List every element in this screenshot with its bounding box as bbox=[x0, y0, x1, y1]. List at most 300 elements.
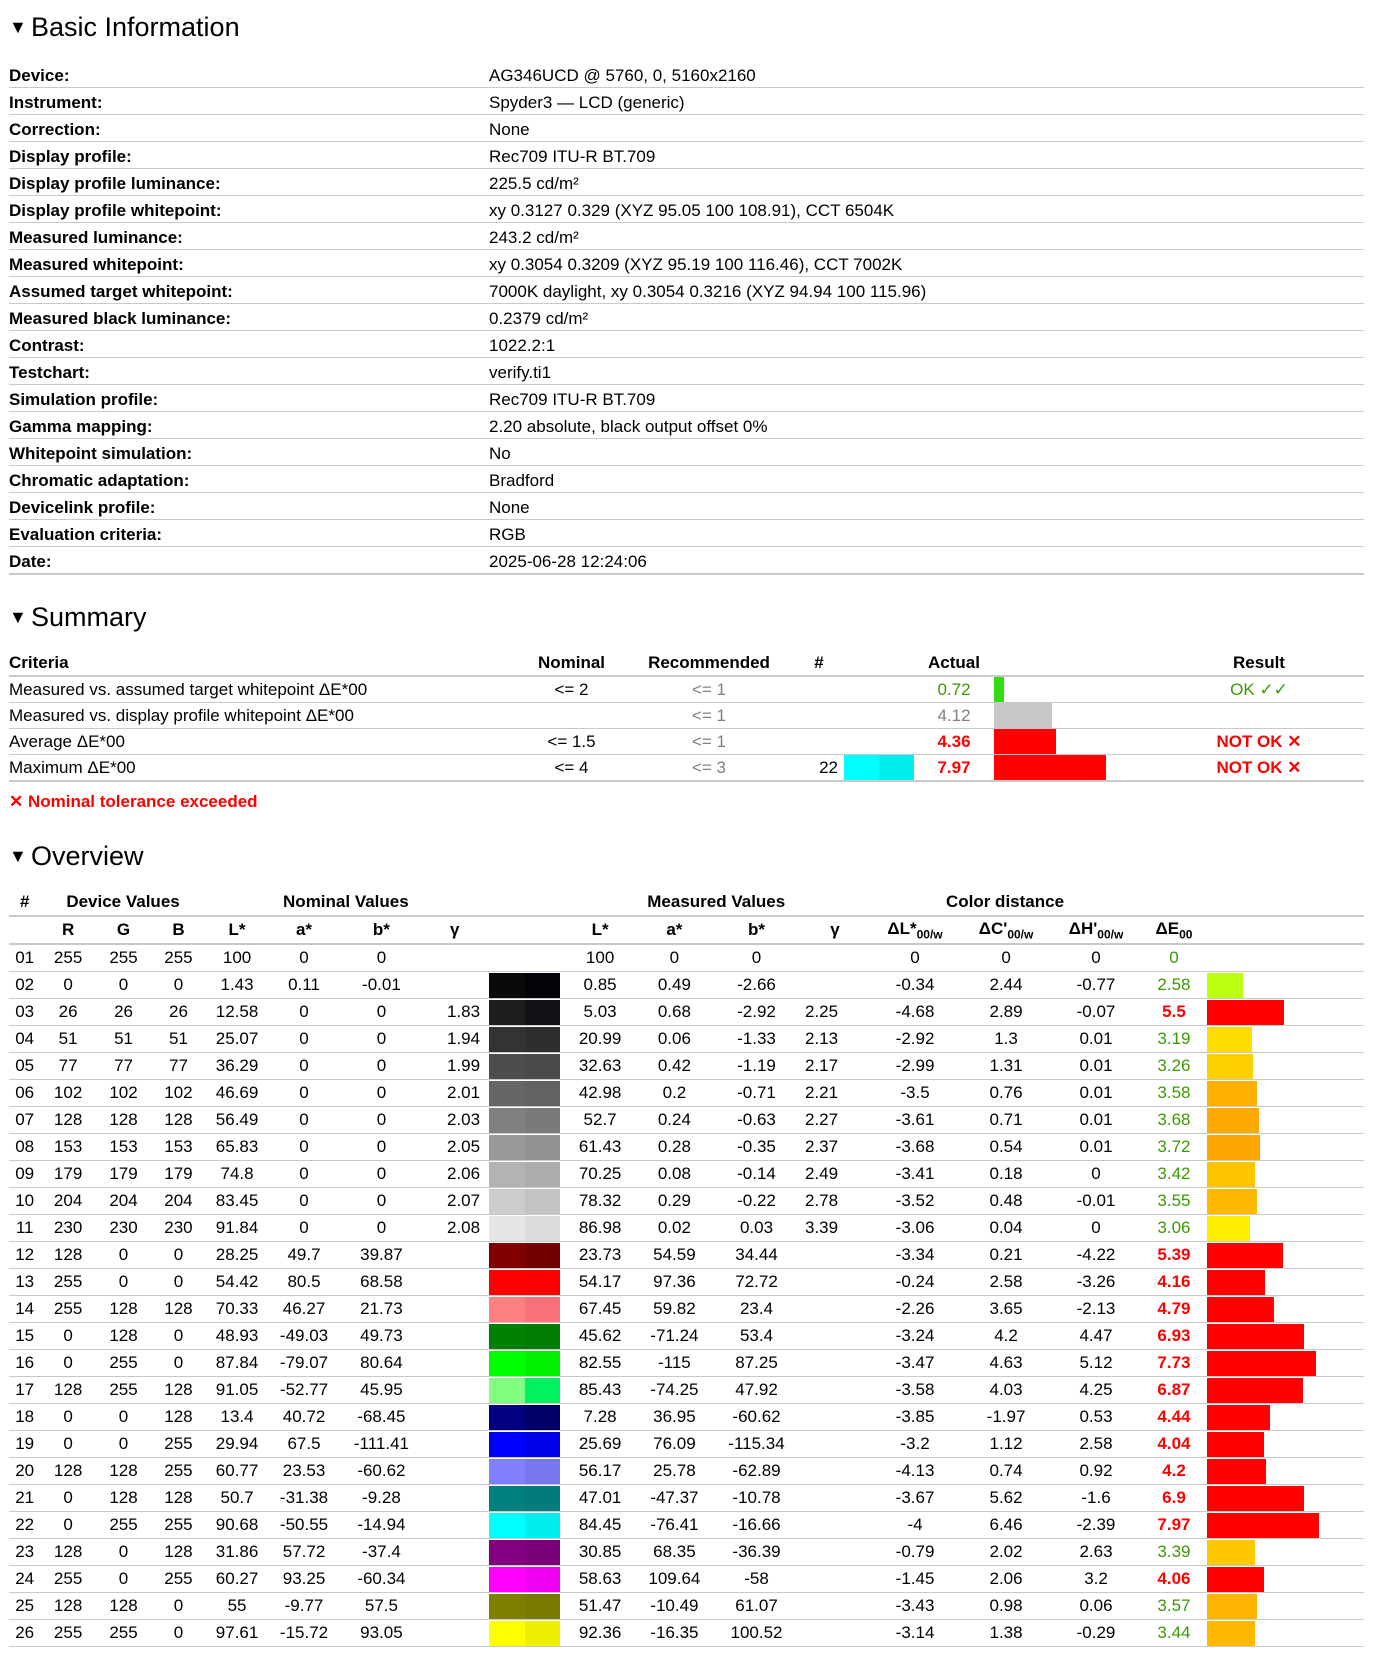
delta-c: 1.38 bbox=[961, 1620, 1051, 1647]
bar-subheader bbox=[1207, 916, 1364, 944]
device-r: 179 bbox=[40, 1161, 95, 1188]
table-row bbox=[9, 1620, 1364, 1647]
count-cell bbox=[794, 676, 844, 703]
measured-gamma: 2.49 bbox=[801, 1161, 869, 1188]
swatch-nominal bbox=[489, 1297, 525, 1322]
delta-c: 0.04 bbox=[961, 1215, 1051, 1242]
info-value: AG346UCD @ 5760, 0, 5160x2160 bbox=[489, 61, 1364, 88]
info-key: Measured black luminance: bbox=[9, 304, 489, 331]
delta-h: 0.01 bbox=[1051, 1080, 1141, 1107]
swatch-measured bbox=[525, 1324, 560, 1349]
delta-c: 6.46 bbox=[961, 1512, 1051, 1539]
delta-h: -0.29 bbox=[1051, 1620, 1141, 1647]
delta-h: 0.01 bbox=[1051, 1026, 1141, 1053]
swatch-measured bbox=[525, 1351, 560, 1376]
blank-subheader bbox=[9, 916, 40, 944]
delta-c: 1.3 bbox=[961, 1026, 1051, 1053]
delta-e-bar bbox=[1207, 1270, 1265, 1295]
nominal-b: 0 bbox=[340, 999, 424, 1026]
nominal-l: 1.43 bbox=[206, 972, 269, 999]
nominal-values-header: Nominal Values bbox=[206, 889, 486, 916]
delta-e-bar bbox=[1207, 1243, 1283, 1268]
nominal-a: 57.72 bbox=[268, 1539, 339, 1566]
delta-e-bar bbox=[1207, 1405, 1270, 1430]
swatch-measured bbox=[525, 1405, 560, 1430]
nominal-a: 46.27 bbox=[268, 1296, 339, 1323]
row-number: 12 bbox=[9, 1242, 40, 1269]
delta-h: 0 bbox=[1051, 944, 1141, 972]
info-row bbox=[9, 358, 1364, 385]
swatch-subheader bbox=[486, 916, 563, 944]
measured-b: 0.03 bbox=[712, 1215, 801, 1242]
measured-gamma: 2.17 bbox=[801, 1053, 869, 1080]
collapse-triangle-icon[interactable]: ▼ bbox=[9, 846, 27, 866]
swatch-measured bbox=[525, 1162, 560, 1187]
delta-l: -4.13 bbox=[869, 1458, 961, 1485]
nominal-a: 93.25 bbox=[268, 1566, 339, 1593]
info-value: No bbox=[489, 439, 1364, 466]
swatch-measured bbox=[525, 1567, 560, 1592]
delta-e-bar-cell bbox=[1207, 1053, 1364, 1080]
nominal-l: 87.84 bbox=[206, 1350, 269, 1377]
nominal-gamma bbox=[423, 1323, 486, 1350]
nominal-a: 0 bbox=[268, 1161, 339, 1188]
device-b: 0 bbox=[151, 1242, 205, 1269]
measured-a: 0 bbox=[637, 944, 712, 972]
measured-gamma bbox=[801, 1377, 869, 1404]
swatch-measured bbox=[525, 1081, 560, 1106]
measured-a: 68.35 bbox=[637, 1539, 712, 1566]
delta-l: -3.41 bbox=[869, 1161, 961, 1188]
row-number: 04 bbox=[9, 1026, 40, 1053]
device-g: 204 bbox=[96, 1188, 151, 1215]
delta-e-bar bbox=[1207, 1054, 1253, 1079]
measured-gamma bbox=[801, 1620, 869, 1647]
delta-c: 0.21 bbox=[961, 1242, 1051, 1269]
row-number: 23 bbox=[9, 1539, 40, 1566]
info-row bbox=[9, 277, 1364, 304]
measured-b: -62.89 bbox=[712, 1458, 801, 1485]
nominal-l: 65.83 bbox=[206, 1134, 269, 1161]
basic-information-heading[interactable]: ▼ Basic Information bbox=[9, 8, 1364, 46]
row-number: 11 bbox=[9, 1215, 40, 1242]
device-r: 0 bbox=[40, 972, 95, 999]
nominal-gamma: 1.94 bbox=[423, 1026, 486, 1053]
nominal-gamma: 2.08 bbox=[423, 1215, 486, 1242]
measured-b: 72.72 bbox=[712, 1269, 801, 1296]
info-key: Gamma mapping: bbox=[9, 412, 489, 439]
measured-gamma: 2.25 bbox=[801, 999, 869, 1026]
device-r: 128 bbox=[40, 1593, 95, 1620]
collapse-triangle-icon[interactable]: ▼ bbox=[9, 607, 27, 627]
delta-e: 7.73 bbox=[1141, 1350, 1207, 1377]
result-header: Result bbox=[1154, 651, 1364, 676]
nominal-gamma bbox=[423, 1242, 486, 1269]
nominal-a: -52.77 bbox=[268, 1377, 339, 1404]
table-row bbox=[9, 1566, 1364, 1593]
nominal-gamma: 1.99 bbox=[423, 1053, 486, 1080]
nominal-gamma bbox=[423, 1296, 486, 1323]
measured-a: -74.25 bbox=[637, 1377, 712, 1404]
info-key: Testchart: bbox=[9, 358, 489, 385]
measured-a: -10.49 bbox=[637, 1593, 712, 1620]
info-value: 225.5 cd/m² bbox=[489, 169, 1364, 196]
nominal-a: 23.53 bbox=[268, 1458, 339, 1485]
swatch-nominal bbox=[489, 1081, 525, 1106]
row-number: 26 bbox=[9, 1620, 40, 1647]
swatch-nominal bbox=[489, 1351, 525, 1376]
table-row bbox=[9, 1080, 1364, 1107]
actual-bar bbox=[994, 755, 1106, 780]
nominal-cell: <= 4 bbox=[519, 755, 624, 782]
measured-gamma bbox=[801, 1593, 869, 1620]
summary-heading[interactable]: ▼ Summary bbox=[9, 598, 1364, 636]
swatch-measured bbox=[525, 1540, 560, 1565]
delta-e-bar bbox=[1207, 1000, 1284, 1025]
device-g: 128 bbox=[96, 1107, 151, 1134]
delta-l: -3.5 bbox=[869, 1080, 961, 1107]
delta-h: -2.39 bbox=[1051, 1512, 1141, 1539]
table-row bbox=[9, 1485, 1364, 1512]
row-number: 22 bbox=[9, 1512, 40, 1539]
swatch-group-header bbox=[486, 889, 563, 916]
delta-c: 5.62 bbox=[961, 1485, 1051, 1512]
delta-l: -3.52 bbox=[869, 1188, 961, 1215]
delta-e-bar bbox=[1207, 1486, 1304, 1511]
nominal-l: 70.33 bbox=[206, 1296, 269, 1323]
nominal-b: 0 bbox=[340, 1107, 424, 1134]
nominal-a: 0 bbox=[268, 1188, 339, 1215]
device-g: 0 bbox=[96, 1269, 151, 1296]
info-value: 243.2 cd/m² bbox=[489, 223, 1364, 250]
measured-l: 42.98 bbox=[563, 1080, 636, 1107]
info-value: 2025-06-28 12:24:06 bbox=[489, 547, 1364, 575]
actual-bar-cell bbox=[994, 729, 1154, 755]
tolerance-note: ✕ Nominal tolerance exceeded bbox=[9, 792, 258, 811]
device-g: 102 bbox=[96, 1080, 151, 1107]
device-values-header: Device Values bbox=[40, 889, 205, 916]
measured-gamma bbox=[801, 1269, 869, 1296]
nominal-a-header: a* bbox=[268, 916, 339, 944]
row-number: 03 bbox=[9, 999, 40, 1026]
criteria-cell: Measured vs. display profile whitepoint ΔE*00 bbox=[9, 703, 519, 729]
summary-row bbox=[9, 729, 1364, 755]
nominal-b: 0 bbox=[340, 1026, 424, 1053]
nominal-l: 46.69 bbox=[206, 1080, 269, 1107]
table-row bbox=[9, 1242, 1364, 1269]
swatch-measured bbox=[525, 1621, 560, 1646]
delta-e-bar-cell bbox=[1207, 1350, 1364, 1377]
color-swatch bbox=[486, 1566, 563, 1593]
measured-gamma: 2.37 bbox=[801, 1134, 869, 1161]
nominal-gamma: 1.83 bbox=[423, 999, 486, 1026]
delta-c: 0.98 bbox=[961, 1593, 1051, 1620]
measured-b: -0.22 bbox=[712, 1188, 801, 1215]
nominal-l: 91.84 bbox=[206, 1215, 269, 1242]
color-swatch bbox=[486, 1620, 563, 1647]
row-number: 15 bbox=[9, 1323, 40, 1350]
delta-e-bar bbox=[1207, 1324, 1304, 1349]
nominal-b: 0 bbox=[340, 1161, 424, 1188]
delta-e: 4.16 bbox=[1141, 1269, 1207, 1296]
swatch-nominal bbox=[489, 946, 525, 971]
device-r: 0 bbox=[40, 1323, 95, 1350]
nominal-l: 29.94 bbox=[206, 1431, 269, 1458]
nominal-a: -31.38 bbox=[268, 1485, 339, 1512]
measured-l: 85.43 bbox=[563, 1377, 636, 1404]
device-g: 51 bbox=[96, 1026, 151, 1053]
measured-a: -115 bbox=[637, 1350, 712, 1377]
measured-values-header: Measured Values bbox=[563, 889, 869, 916]
nominal-gamma bbox=[423, 1593, 486, 1620]
delta-e-bar bbox=[1207, 1216, 1250, 1241]
color-swatch bbox=[486, 1539, 563, 1566]
delta-c: 0.48 bbox=[961, 1188, 1051, 1215]
color-swatch bbox=[486, 1134, 563, 1161]
swatch-measured bbox=[525, 1000, 560, 1025]
info-row bbox=[9, 493, 1364, 520]
measured-a: 0.29 bbox=[637, 1188, 712, 1215]
device-r: 128 bbox=[40, 1377, 95, 1404]
nominal-a: 0 bbox=[268, 999, 339, 1026]
delta-l: -0.79 bbox=[869, 1539, 961, 1566]
delta-h: 0.01 bbox=[1051, 1053, 1141, 1080]
measured-a: 0.2 bbox=[637, 1080, 712, 1107]
delta-e: 5.39 bbox=[1141, 1242, 1207, 1269]
b-header: B bbox=[151, 916, 205, 944]
device-g: 128 bbox=[96, 1593, 151, 1620]
measured-b: 53.4 bbox=[712, 1323, 801, 1350]
delta-l: -0.24 bbox=[869, 1269, 961, 1296]
collapse-triangle-icon[interactable]: ▼ bbox=[9, 17, 27, 37]
table-row bbox=[9, 1269, 1364, 1296]
measured-l: 20.99 bbox=[563, 1026, 636, 1053]
delta-h: 2.58 bbox=[1051, 1431, 1141, 1458]
table-row bbox=[9, 999, 1364, 1026]
delta-e-bar-cell bbox=[1207, 1566, 1364, 1593]
swatch-measured bbox=[525, 1486, 560, 1511]
info-value: None bbox=[489, 493, 1364, 520]
device-b: 0 bbox=[151, 1350, 205, 1377]
delta-e: 4.04 bbox=[1141, 1431, 1207, 1458]
nominal-l: 83.45 bbox=[206, 1188, 269, 1215]
device-r: 51 bbox=[40, 1026, 95, 1053]
delta-e-bar bbox=[1207, 1459, 1266, 1484]
swatch-measured bbox=[525, 1432, 560, 1457]
info-row bbox=[9, 385, 1364, 412]
delta-h: 3.2 bbox=[1051, 1566, 1141, 1593]
measured-a: 36.95 bbox=[637, 1404, 712, 1431]
swatch-nominal bbox=[489, 1243, 525, 1268]
measured-b: -0.71 bbox=[712, 1080, 801, 1107]
device-g: 128 bbox=[96, 1485, 151, 1512]
nominal-a: -15.72 bbox=[268, 1620, 339, 1647]
info-key: Device: bbox=[9, 61, 489, 88]
info-value: 0.2379 cd/m² bbox=[489, 304, 1364, 331]
nominal-b: 57.5 bbox=[340, 1593, 424, 1620]
delta-c: 0 bbox=[961, 944, 1051, 972]
delta-e: 3.58 bbox=[1141, 1080, 1207, 1107]
row-number: 25 bbox=[9, 1593, 40, 1620]
delta-h: -0.07 bbox=[1051, 999, 1141, 1026]
device-r: 128 bbox=[40, 1539, 95, 1566]
table-row bbox=[9, 1296, 1364, 1323]
nominal-gamma bbox=[423, 1458, 486, 1485]
measured-a: 0.24 bbox=[637, 1107, 712, 1134]
delta-e-bar bbox=[1207, 1027, 1252, 1052]
measured-b: -36.39 bbox=[712, 1539, 801, 1566]
nominal-cell: <= 1.5 bbox=[519, 729, 624, 755]
table-row bbox=[9, 1458, 1364, 1485]
info-value: Bradford bbox=[489, 466, 1364, 493]
color-swatch bbox=[486, 1350, 563, 1377]
swatch-nominal bbox=[489, 1000, 525, 1025]
delta-l: -0.34 bbox=[869, 972, 961, 999]
swatch-measured bbox=[525, 1270, 560, 1295]
row-number: 24 bbox=[9, 1566, 40, 1593]
nominal-gamma bbox=[423, 1404, 486, 1431]
delta-e-bar-cell bbox=[1207, 999, 1364, 1026]
swatch-cell bbox=[844, 729, 914, 755]
table-row bbox=[9, 1377, 1364, 1404]
delta-e-header: $\Delta E_{00}$ bbox=[1141, 916, 1207, 944]
nominal-l: 60.27 bbox=[206, 1566, 269, 1593]
measured-b: -16.66 bbox=[712, 1512, 801, 1539]
swatch-measured bbox=[525, 1189, 560, 1214]
device-g: 77 bbox=[96, 1053, 151, 1080]
nominal-b-header: b* bbox=[340, 916, 424, 944]
info-key: Instrument: bbox=[9, 88, 489, 115]
delta-e: 3.19 bbox=[1141, 1026, 1207, 1053]
measured-gamma bbox=[801, 972, 869, 999]
delta-c: 2.02 bbox=[961, 1539, 1051, 1566]
measured-l: 5.03 bbox=[563, 999, 636, 1026]
delta-e-bar bbox=[1207, 973, 1243, 998]
device-g: 128 bbox=[96, 1458, 151, 1485]
swatch-measured bbox=[844, 755, 879, 780]
summary-table bbox=[9, 651, 1364, 782]
measured-a: -76.41 bbox=[637, 1512, 712, 1539]
info-value: 7000K daylight, xy 0.3054 0.3216 (XYZ 94.94 100 115.96) bbox=[489, 277, 1364, 304]
table-row bbox=[9, 1539, 1364, 1566]
device-g: 230 bbox=[96, 1215, 151, 1242]
table-row bbox=[9, 1107, 1364, 1134]
device-g: 26 bbox=[96, 999, 151, 1026]
nominal-gamma: 2.07 bbox=[423, 1188, 486, 1215]
info-value: Rec709 ITU-R BT.709 bbox=[489, 142, 1364, 169]
delta-e-bar-cell bbox=[1207, 1377, 1364, 1404]
measured-l: 92.36 bbox=[563, 1620, 636, 1647]
table-row bbox=[9, 1134, 1364, 1161]
swatch-measured bbox=[525, 946, 560, 971]
info-value: 2.20 absolute, black output offset 0% bbox=[489, 412, 1364, 439]
measured-l: 30.85 bbox=[563, 1539, 636, 1566]
row-number: 18 bbox=[9, 1404, 40, 1431]
device-b: 0 bbox=[151, 1323, 205, 1350]
delta-e: 3.57 bbox=[1141, 1593, 1207, 1620]
row-number: 01 bbox=[9, 944, 40, 972]
info-key: Display profile: bbox=[9, 142, 489, 169]
swatch-nominal bbox=[489, 1378, 525, 1403]
summary-section bbox=[9, 598, 1364, 782]
device-r: 77 bbox=[40, 1053, 95, 1080]
measured-l: 61.43 bbox=[563, 1134, 636, 1161]
swatch-measured bbox=[525, 1297, 560, 1322]
info-key: Chromatic adaptation: bbox=[9, 466, 489, 493]
delta-e: 4.44 bbox=[1141, 1404, 1207, 1431]
row-number: 09 bbox=[9, 1161, 40, 1188]
actual-cell: 7.97 bbox=[914, 755, 994, 782]
overview-heading[interactable]: ▼ Overview bbox=[9, 837, 1364, 875]
measured-gamma bbox=[801, 1512, 869, 1539]
delta-e-bar-cell bbox=[1207, 1512, 1364, 1539]
measured-gamma: 2.27 bbox=[801, 1107, 869, 1134]
device-b: 255 bbox=[151, 944, 205, 972]
swatch-measured bbox=[525, 1513, 560, 1538]
num-header: # bbox=[9, 889, 40, 916]
table-row bbox=[9, 1215, 1364, 1242]
info-key: Correction: bbox=[9, 115, 489, 142]
table-row bbox=[9, 1026, 1364, 1053]
device-g: 153 bbox=[96, 1134, 151, 1161]
delta-c: 4.03 bbox=[961, 1377, 1051, 1404]
criteria-cell: Measured vs. assumed target whitepoint ΔE*00 bbox=[9, 676, 519, 703]
color-swatch bbox=[486, 1431, 563, 1458]
nominal-b: 0 bbox=[340, 1188, 424, 1215]
delta-h: -0.77 bbox=[1051, 972, 1141, 999]
measured-l: 23.73 bbox=[563, 1242, 636, 1269]
delta-e-bar-cell bbox=[1207, 1323, 1364, 1350]
device-g: 128 bbox=[96, 1323, 151, 1350]
device-g: 0 bbox=[96, 972, 151, 999]
row-number: 17 bbox=[9, 1377, 40, 1404]
nominal-b: -0.01 bbox=[340, 972, 424, 999]
delta-e: 3.72 bbox=[1141, 1134, 1207, 1161]
device-b: 128 bbox=[151, 1107, 205, 1134]
device-r: 128 bbox=[40, 1242, 95, 1269]
delta-h: 0.01 bbox=[1051, 1107, 1141, 1134]
device-b: 0 bbox=[151, 972, 205, 999]
swatch-header bbox=[844, 651, 914, 676]
swatch-nominal bbox=[489, 1567, 525, 1592]
delta-e: 3.55 bbox=[1141, 1188, 1207, 1215]
device-r: 153 bbox=[40, 1134, 95, 1161]
measured-b: 87.25 bbox=[712, 1350, 801, 1377]
recommended-cell: <= 3 bbox=[624, 755, 794, 782]
delta-c: 4.2 bbox=[961, 1323, 1051, 1350]
delta-l: -2.92 bbox=[869, 1026, 961, 1053]
delta-e: 3.06 bbox=[1141, 1215, 1207, 1242]
delta-e-bar bbox=[1207, 1432, 1264, 1457]
measured-gamma: 3.39 bbox=[801, 1215, 869, 1242]
device-r: 128 bbox=[40, 1107, 95, 1134]
delta-c: 0.18 bbox=[961, 1161, 1051, 1188]
delta-c: 2.44 bbox=[961, 972, 1051, 999]
info-row bbox=[9, 169, 1364, 196]
device-r: 0 bbox=[40, 1485, 95, 1512]
measured-b: 34.44 bbox=[712, 1242, 801, 1269]
swatch-cell bbox=[844, 755, 914, 782]
count-cell bbox=[794, 703, 844, 729]
swatch-nominal bbox=[489, 1027, 525, 1052]
color-swatch bbox=[486, 1512, 563, 1539]
nominal-a: 0 bbox=[268, 1134, 339, 1161]
swatch-nominal bbox=[489, 1135, 525, 1160]
swatch-nominal bbox=[489, 1432, 525, 1457]
nominal-a: -79.07 bbox=[268, 1350, 339, 1377]
measured-gamma bbox=[801, 1242, 869, 1269]
nominal-gamma bbox=[423, 1620, 486, 1647]
